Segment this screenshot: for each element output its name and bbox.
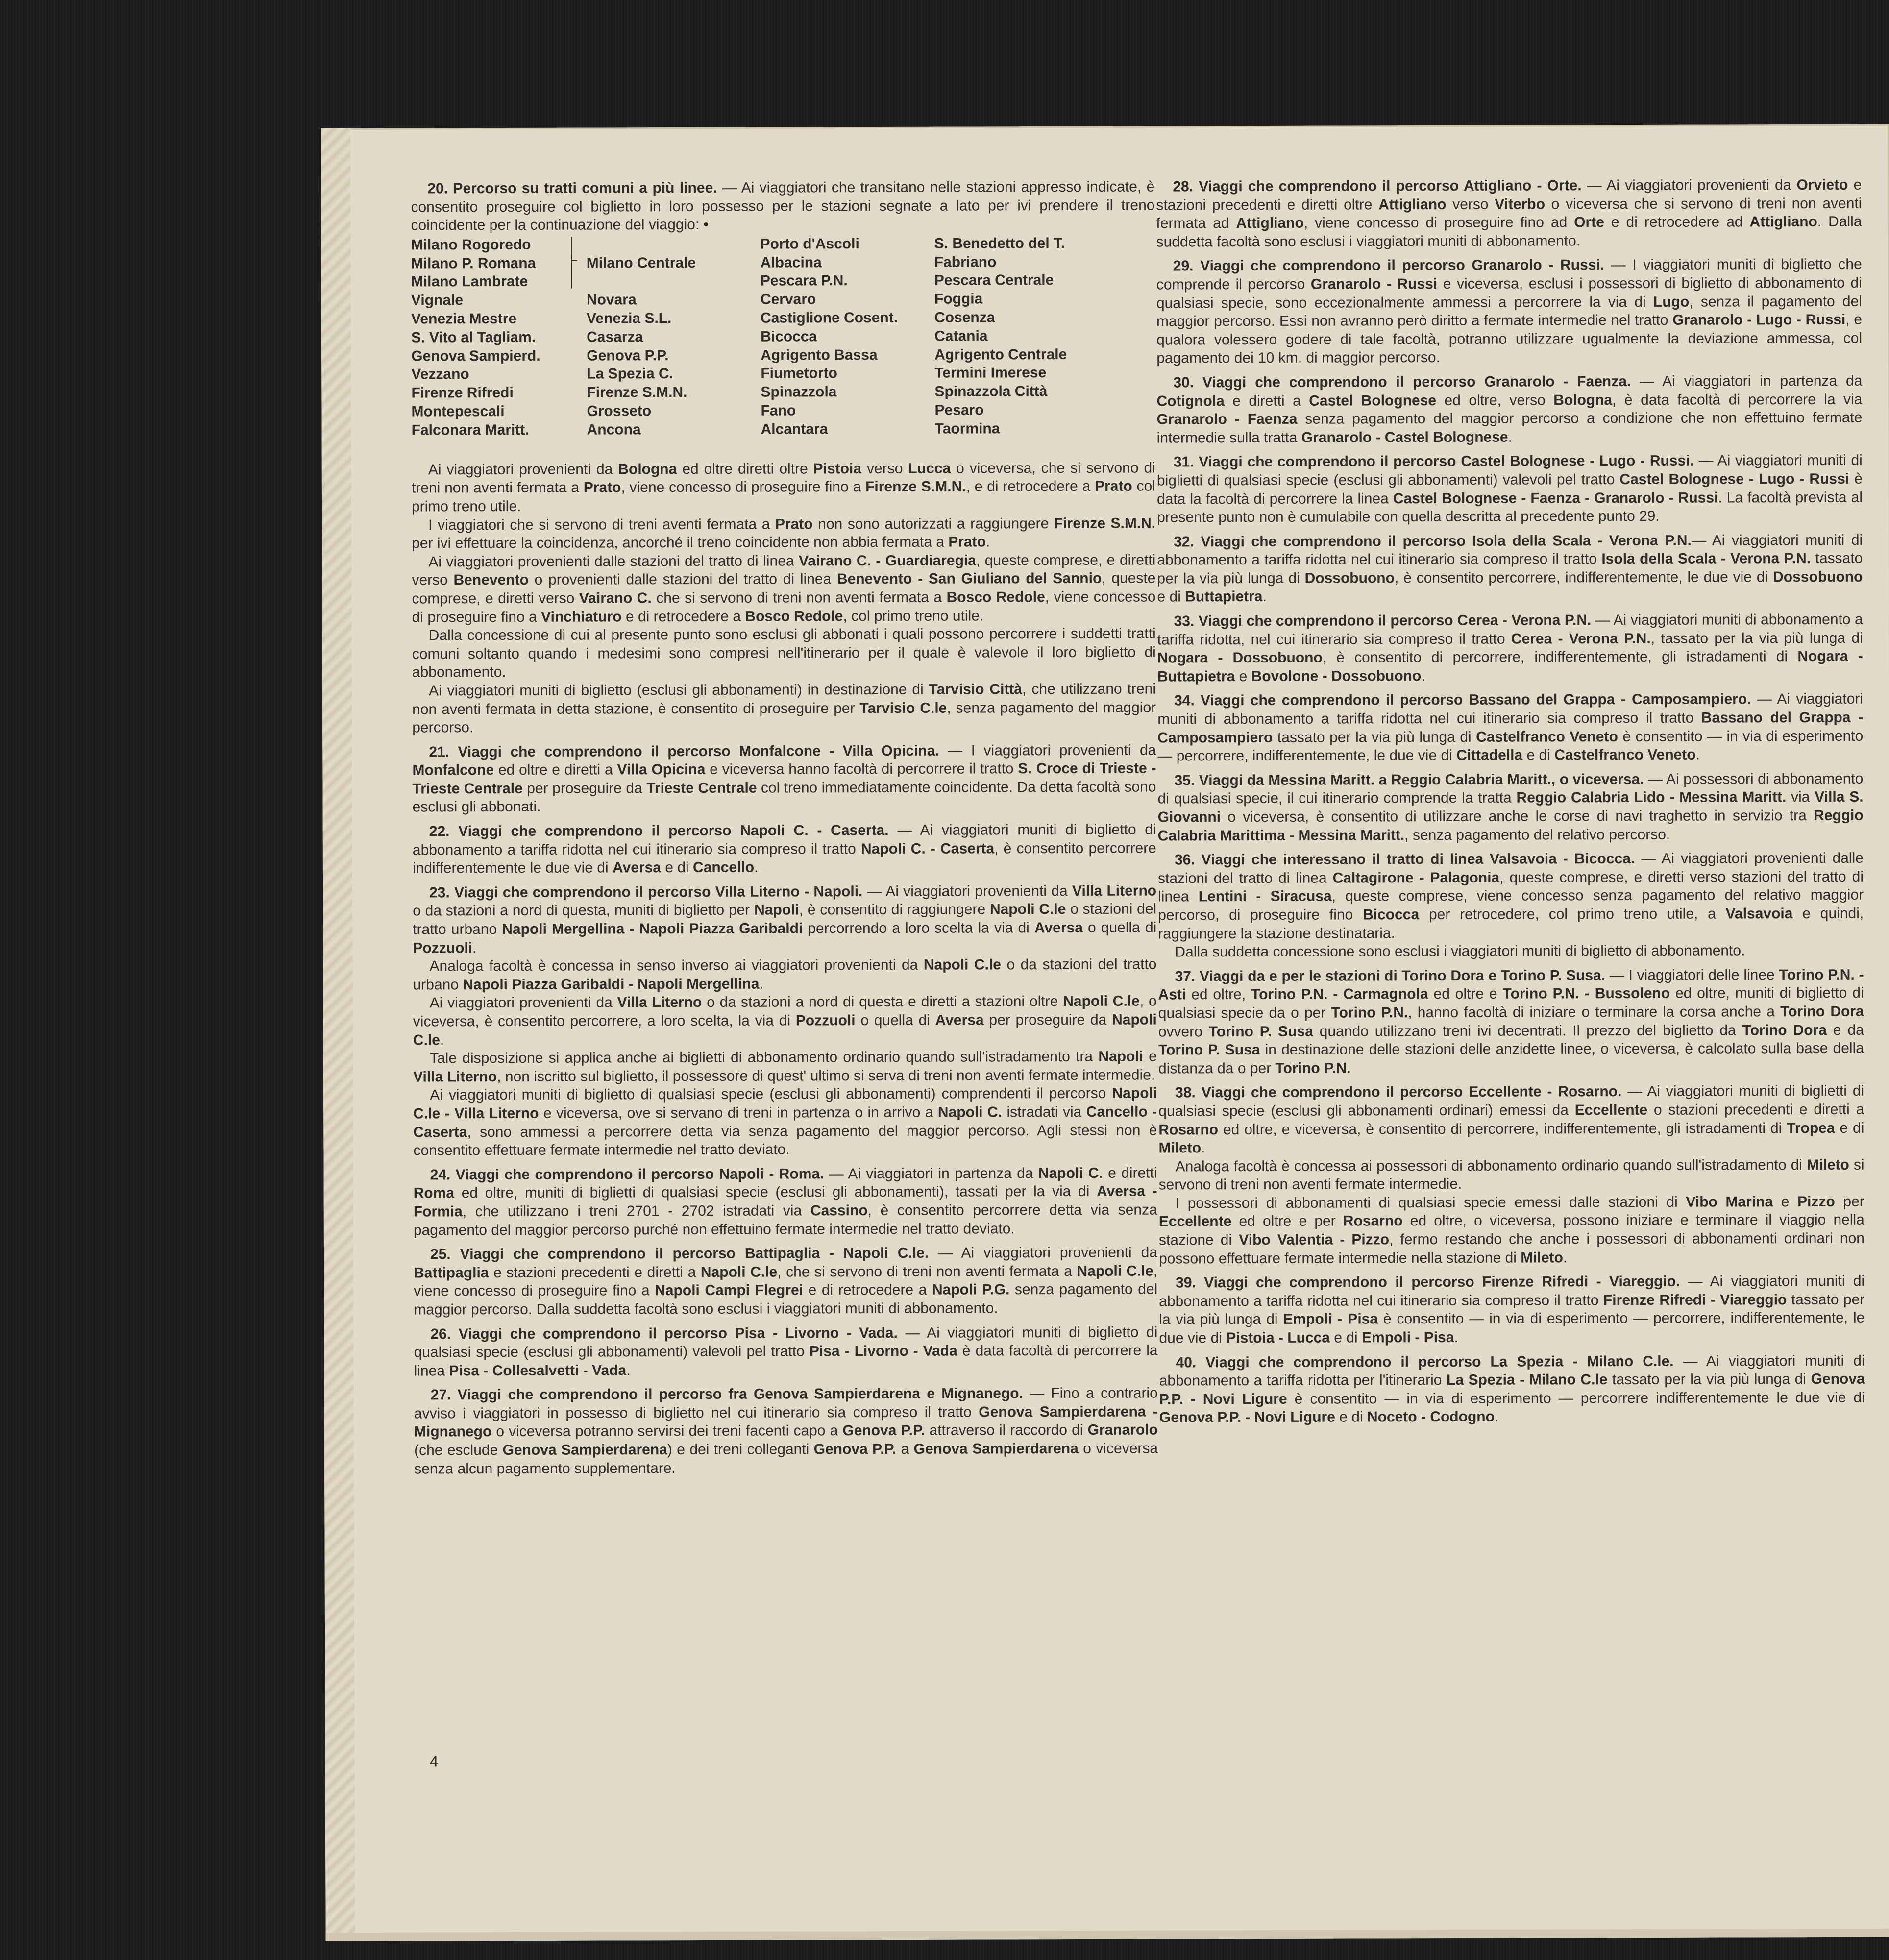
station-name: Firenze Rifredi bbox=[411, 385, 514, 401]
station-name: Pescara P.N. bbox=[760, 272, 848, 290]
station-name: Falconara Maritt. bbox=[411, 421, 529, 439]
sections-39-40 bbox=[1159, 1272, 1865, 1427]
station-name: Fano bbox=[761, 402, 796, 419]
station-name: Fabriano bbox=[934, 253, 997, 270]
station-name: Venezia Mestre bbox=[411, 310, 517, 327]
station-table-col-3 bbox=[761, 235, 898, 439]
section-23 bbox=[413, 882, 1157, 1160]
station-table-col-2 bbox=[587, 235, 696, 439]
brace-mark-tip bbox=[571, 260, 577, 261]
paragraph: 27. Viaggi che comprendono il percorso fra Genova Sampierdarena e Mignanego. — Fino a contrario avviso i viaggiatori in possesso di biglietto nel cui itinerario sia compreso il tratto Genova Sampierdarena - Mignanego o viceversa potranno servirsi dei treni facenti capo a Genova P.P. attraverso il raccordo di Granarolo (che esclude Genova Sampierdarena) e dei treni colleganti Genova P.P. a Genova Sampierdarena o viceversa senza alcun pagamento supplementare. bbox=[414, 1385, 1158, 1477]
paragraph: Ai viaggiatori provenienti da Villa Literno o da stazioni a nord di questa e diretti a stazioni oltre Napoli C.le, o viceversa, è consentito percorrere, a loro scelta, la via di Pozzuoli o quella di Aversa per proseguire da Napoli C.le. bbox=[413, 993, 1157, 1049]
station-name: Genova P.P. bbox=[587, 347, 669, 364]
station-name: Vezzano bbox=[411, 366, 469, 383]
paragraph: Ai viaggiatori muniti di biglietto di qualsiasi specie (esclusi gli abbonamenti) comprendenti il percorso Napoli C.le - Villa Literno e viceversa, ove si servano di treni in partenza o in arrivo a Napoli C. istradati via Cancello - Caserta, sono ammessi a percorrere detta via senza pagamento del maggior percorso. Agli stessi non è consentito effettuare fermate intermedie nel tratto deviato. bbox=[413, 1085, 1157, 1159]
paragraph: 38. Viaggi che comprendono il percorso Eccellente - Rosarno. — Ai viaggiatori muniti di biglietti di qualsiasi specie (esclusi gli abbonamenti ordinari) emessi da Eccellente o stazioni precedenti e diretti a Rosarno ed oltre, e viceversa, è consentito di percorrere, indifferentemente, gli istradamenti di Tropea e di Mileto. bbox=[1158, 1083, 1864, 1156]
paragraph: 26. Viaggi che comprendono il percorso Pisa - Livorno - Vada. — Ai viaggiatori muniti di biglietto di qualsiasi specie (esclusi gli abbonamenti) valevoli pel tratto Pisa - Livorno - Vada è data facoltà di percorrere la linea Pisa - Collesalvetti - Vada. bbox=[414, 1324, 1158, 1379]
station-name: Taormina bbox=[934, 420, 1000, 437]
station-name: Albacina bbox=[760, 254, 822, 271]
paragraph: 33. Viaggi che comprendono il percorso Cerea - Verona P.N. — Ai viaggiatori muniti di abbonamento a tariffa ridotta, nel cui itinerario sia compreso il tratto Cerea - Verona P.N., tassato per la via più lunga di Nogara - Dossobuono, è consentito di percorrere, indifferentemente, gli istradamenti di Nogara - Buttapietra e Bovolone - Dossobuono. bbox=[1157, 611, 1863, 685]
station-table-col-4 bbox=[934, 234, 1067, 438]
station-name: Foggia bbox=[934, 291, 983, 307]
station-name: Novara bbox=[586, 292, 637, 308]
station-name: Cosenza bbox=[934, 309, 995, 326]
paragraph: Analoga facoltà è concessa ai possessori di abbonamento ordinario quando sull'istradamento di Mileto si servono di treni non aventi fermate intermedie. bbox=[1158, 1156, 1864, 1193]
station-table-col-1 bbox=[411, 236, 541, 440]
paragraph: Ai viaggiatori provenienti dalle stazioni del tratto di linea Vairano C. - Guardiaregia, queste comprese, e diretti verso Benevento o provenienti dalle stazioni del tratto di linea Benevento - San Giuliano del Sannio, queste comprese, e diretti verso Vairano C. che si servono di treni non aventi fermata a Bosco Redole, viene concesso di proseguire fino a Vinchiaturo e di retrocedere a Bosco Redole, col primo treno utile. bbox=[412, 552, 1156, 626]
paragraph: 23. Viaggi che comprendono il percorso Villa Literno - Napoli. — Ai viaggiatori provenienti da Villa Literno o da stazioni a nord di questa, muniti di biglietto per Napoli, è consentito di raggiungere Napoli C.le o stazioni del tratto urbano Napoli Mergellina - Napoli Piazza Garibaldi percorrendo a loro scelta la via di Aversa o quella di Pozzuoli. bbox=[413, 882, 1157, 956]
left-column bbox=[411, 178, 1158, 1484]
station-name: Alcantara bbox=[761, 421, 828, 438]
paragraph: I possessori di abbonamenti di qualsiasi specie emessi dalle stazioni di Vibo Marina e Pizzo per Eccellente ed oltre e per Rosarno ed oltre, o viceversa, possono iniziare e terminare il viaggio nella stazione di Vibo Valentia - Pizzo, fermo restando che anche i possessori di abbonamenti ordinari non possono effettuare fermate intermedie nella stazione di Mileto. bbox=[1158, 1193, 1865, 1267]
station-name: Agrigento Centrale bbox=[934, 346, 1067, 363]
station-name: Firenze S.M.N. bbox=[587, 384, 687, 401]
station-name: Milano Centrale bbox=[586, 254, 696, 271]
paragraph: Analoga facoltà è concessa in senso inverso ai viaggiatori provenienti da Napoli C.le o da stazioni del tratto urbano Napoli Piazza Garibaldi - Napoli Mergellina. bbox=[413, 956, 1157, 993]
station-name: Venezia S.L. bbox=[586, 310, 672, 327]
sections-24-27 bbox=[414, 1164, 1158, 1478]
paragraph: 40. Viaggi che comprendono il percorso La Spezia - Milano C.le. — Ai viaggiatori muniti di abbonamento a tariffa ridotta per l'itinerario La Spezia - Milano C.le tassato per la via più lunga di Genova P.P. - Novi Ligure è consentito — in via di esperimento — percorrere indifferentemente le due vie di Genova P.P. - Novi Ligure e di Noceto - Codogno. bbox=[1159, 1352, 1865, 1426]
paragraph: 25. Viaggi che comprendono il percorso Battipaglia - Napoli C.le. — Ai viaggiatori provenienti da Battipaglia e stazioni precedenti e diretti a Napoli C.le, che si servono di treni non aventi fermata a Napoli C.le, viene concesso di proseguire fino a Napoli Campi Flegrei e di retrocedere a Napoli P.G. senza pagamento del maggior percorso. Dalla suddetta facoltà sono esclusi i viaggiatori muniti di abbonamento. bbox=[414, 1244, 1158, 1318]
section-20-body bbox=[412, 459, 1156, 737]
station-name: Porto d'Ascoli bbox=[760, 235, 859, 252]
paragraph: 32. Viaggi che comprendono il percorso Isola della Scala - Verona P.N.— Ai viaggiatori muniti di abbonamento a tariffa ridotta nel cui itinerario sia compreso il tratto Isola della Scala - Verona P.N. tassato per la via più lunga di Dossobuono, è consentito percorrere, indifferentemente, le due vie di Dossobuono e di Buttapietra. bbox=[1157, 532, 1863, 606]
page-binding-edge bbox=[321, 128, 355, 1941]
station-name: Agrigento Bassa bbox=[761, 346, 878, 364]
station-name: Ancona bbox=[587, 421, 641, 438]
station-name: Spinazzola bbox=[761, 384, 837, 400]
station-name: Fiumetorto bbox=[761, 365, 838, 382]
sections-28-35 bbox=[1156, 176, 1864, 845]
section-37: 37. Viaggi da e per le stazioni di Torino Dora e Torino P. Susa. — I viaggiatori delle linee Torino P.N. - Asti ed oltre, Torino P.N. - Carmagnola ed oltre e Torino P.N. - Bussoleno ed oltre, muniti di biglietto di qualsiasi specie da o per Torino P.N., hanno facoltà di iniziare o terminare la corsa anche a Torino Dora ovvero Torino P. Susa quando utilizzano treni ivi decentrati. Il prezzo del biglietto da Torino Dora e da Torino P. Susa in destinazione delle stazioni delle anzidette linee, o viceversa, è calcolato sulla base della distanza da o per Torino P.N. bbox=[1158, 966, 1864, 1077]
paragraph: 21. Viaggi che comprendono il percorso Monfalcone - Villa Opicina. — I viaggiatori provenienti da Monfalcone ed oltre e diretti a Villa Opicina e viceversa hanno facoltà di percorrere il tratto S. Croce di Trieste - Trieste Centrale per proseguire da Trieste Centrale col treno immediatamente coincidente. Da detta facoltà sono esclusi gli abbonati. bbox=[412, 742, 1156, 815]
station-name: Spinazzola Città bbox=[934, 383, 1048, 400]
station-name: Milano Rogoredo bbox=[411, 236, 531, 253]
station-name: Termini Imerese bbox=[934, 365, 1047, 382]
station-name: Catania bbox=[934, 328, 988, 344]
paragraph: 39. Viaggi che comprendono il percorso Firenze Rifredi - Viareggio. — Ai viaggiatori muniti di abbonamento a tariffa ridotta nel cui itinerario sia compreso il tratto Firenze Rifredi - Viareggio tassato per la via più lunga di Empoli - Pisa è consentito — in via di esperimento — percorrere, indifferentemente, le due vie di Pistoia - Lucca e di Empoli - Pisa. bbox=[1159, 1273, 1865, 1347]
station-name: La Spezia C. bbox=[587, 366, 674, 382]
station-name bbox=[587, 272, 696, 291]
paragraph: 29. Viaggi che comprendono il percorso Granarolo - Russi. — I viaggiatori muniti di biglietto che comprende il percorso Granarolo - Russi e viceversa, esclusi i possessori di biglietto di abbonamento di qualsiasi specie, sono eccezionalmente ammessi a percorrere la via di Lugo, senza il pagamento del maggior percorso. Essi non avranno però diritto a fermate intermedie nel tratto Granarolo - Lugo - Russi, e qualora volessero godere di tale facoltà, potranno utilizzare ugualmente la deviazione ammessa, col pagamento dei 10 km. di maggior percorso. bbox=[1156, 256, 1863, 367]
station-name: S. Benedetto del T. bbox=[934, 235, 1065, 252]
paragraph: I viaggiatori che si servono di treni aventi fermata a Prato non sono autorizzati a raggiungere Firenze S.M.N. per ivi effettuare la coincidenza, ancorché il treno coincidente non abbia fermata a Prato. bbox=[412, 515, 1156, 552]
paragraph: Dalla suddetta concessione sono esclusi i viaggiatori muniti di biglietto di abbonamento. bbox=[1175, 942, 1745, 960]
station-name: Grosseto bbox=[587, 403, 652, 419]
page-number: 4 bbox=[429, 1752, 439, 1770]
sections-21-22 bbox=[412, 741, 1156, 878]
paragraph: 24. Viaggi che comprendono il percorso Napoli - Roma. — Ai viaggiatori in partenza da Napoli C. e diretti Roma ed oltre, muniti di biglietti di qualsiasi specie (esclusi gli abbonamenti), tassati per la via di Aversa - Formia, che utilizzano i treni 2701 - 2702 istradati via Cassino, è consentito percorrere detta via senza pagamento del maggior percorso purché non effettuino fermate intermedie nel tratto deviato. bbox=[413, 1165, 1157, 1239]
paragraph: 28. Viaggi che comprendono il percorso Attigliano - Orte. — Ai viaggiatori provenienti da Orvieto e stazioni precedenti e diretti oltre Attigliano verso Viterbo o viceversa che si servono di treni non aventi fermata ad Attigliano, viene concesso di proseguire fino ad Orte e di retrocedere ad Attigliano. Dalla suddetta facoltà sono esclusi i viaggiatori muniti di abbonamento. bbox=[1156, 176, 1862, 250]
station-name: Milano P. Romana bbox=[411, 255, 536, 272]
paragraph: 22. Viaggi che comprendono il percorso Napoli C. - Caserta. — Ai viaggiatori muniti di biglietto di abbonamento a tariffa ridotta nel cui itinerario sia compreso il tratto Napoli C. - Caserta, è consentito percorrere indifferentemente le due vie di Aversa e di Cancello. bbox=[412, 821, 1156, 877]
station-name: Genova Sampierd. bbox=[411, 347, 540, 365]
booklet-page bbox=[321, 124, 1889, 1941]
station-name: Montepescali bbox=[411, 403, 505, 420]
station-table bbox=[411, 234, 1155, 449]
right-column bbox=[1156, 176, 1865, 1433]
station-name bbox=[587, 235, 696, 254]
paragraph: Ai viaggiatori provenienti da Bologna ed oltre diretti oltre Pistoia verso Lucca o viceversa, che si servono di treni non aventi fermata a Prato, viene concesso di proseguire fino a Firenze S.M.N., e di retrocedere a Prato col primo treno utile. bbox=[411, 460, 1155, 515]
station-name: S. Vito al Tagliam. bbox=[411, 329, 536, 346]
section-38 bbox=[1158, 1082, 1864, 1268]
station-name: Pescara Centrale bbox=[934, 272, 1054, 289]
section-36 bbox=[1158, 849, 1864, 961]
station-name: Casarza bbox=[587, 329, 643, 345]
brace-mark bbox=[571, 237, 579, 288]
station-name: Pesaro bbox=[934, 402, 984, 418]
station-name: Castiglione Cosent. bbox=[760, 309, 898, 326]
paragraph: 31. Viaggi che comprendono il percorso Castel Bolognese - Lugo - Russi. — Ai viaggiatori muniti di biglietti di qualsiasi specie (esclusi gli abbonamenti) valevoli pel tratto Castel Bolognese - Lugo - Russi è data la facoltà di percorrere la linea Castel Bolognese - Faenza - Granarolo - Russi. La facoltà prevista al presente punto non è cumulabile con quella descritta al precedente punto 29. bbox=[1156, 452, 1863, 526]
station-name: Cervaro bbox=[760, 291, 816, 308]
station-name: Vignale bbox=[411, 292, 464, 309]
section-20-intro: 20. Percorso su tratti comuni a più linee. — Ai viaggiatori che transitano nelle stazioni appresso indicate, è consentito proseguire col biglietto in loro possesso per le stazioni segnate a lato per ivi prendere il treno coincidente per la continuazione del viaggio: • bbox=[411, 178, 1155, 234]
paragraph: 34. Viaggi che comprendono il percorso Bassano del Grappa - Camposampiero. — Ai viaggiatori muniti di abbonamento a tariffa ridotta nel cui itinerario sia compreso il tratto Bassano del Grappa - Camposampiero tassato per la via più lunga di Castelfranco Veneto è consentito — in via di esperimento — percorrere, indifferentemente, le due vie di Cittadella e di Castelfranco Veneto. bbox=[1157, 691, 1864, 764]
paragraph: 35. Viaggi da Messina Maritt. a Reggio Calabria Maritt., o viceversa. — Ai possessori di abbonamento di qualsiasi specie, il cui itinerario comprende la tratta Reggio Calabria Lido - Messina Maritt. via Villa S. Giovanni o viceversa, è consentito di utilizzare anche le corse di navi traghetto in servizio tra Reggio Calabria Marittima - Messina Maritt., senza pagamento del relativo percorso. bbox=[1157, 770, 1864, 844]
paragraph: Dalla concessione di cui al presente punto sono esclusi gli abbonati i quali possono percorrere i suddetti tratti comuni soltanto quando i medesimi sono compresi nell'itinerario per il quale è valevole il loro biglietto di abbonamento. bbox=[412, 625, 1156, 681]
paragraph: Tale disposizione si applica anche ai biglietti di abbonamento ordinario quando sull'istradamento tra Napoli e Villa Literno, non iscritto sul biglietto, il possessore di quest' ultimo si serva di treni non aventi fermate intermedie. bbox=[413, 1048, 1157, 1085]
paragraph: 30. Viaggi che comprendono il percorso Granarolo - Faenza. — Ai viaggiatori in partenza da Cotignola e diretti a Castel Bolognese ed oltre, verso Bologna, è data facoltà di percorrere la via Granarolo - Faenza senza pagamento del maggior percorso a condizione che non effettuino fermate intermedie sulla tratta Granarolo - Castel Bolognese. bbox=[1156, 372, 1863, 446]
station-name: Bicocca bbox=[761, 328, 817, 345]
paragraph: Ai viaggiatori muniti di biglietto (esclusi gli abbonamenti) in destinazione di Tarvisio Città, che utilizzano treni non aventi fermata in detta stazione, è consentito di proseguire per Tarvisio C.le, senza pagamento del maggior percorso. bbox=[412, 681, 1156, 736]
station-name: Milano Lambrate bbox=[411, 273, 528, 290]
paragraph: 36. Viaggi che interessano il tratto di linea Valsavoia - Bicocca. — Ai viaggiatori provenienti dalle stazioni del tratto di linea Caltagirone - Palagonia, queste comprese, e diretti verso stazioni del tratto di linea Lentini - Siracusa, queste comprese, viene concesso senza pagamento del relativo maggior percorso, di proseguire fino Bicocca per retrocedere, col primo treno utile, a Valsavoia e quindi, raggiungere la stazione destinataria. bbox=[1157, 850, 1864, 942]
